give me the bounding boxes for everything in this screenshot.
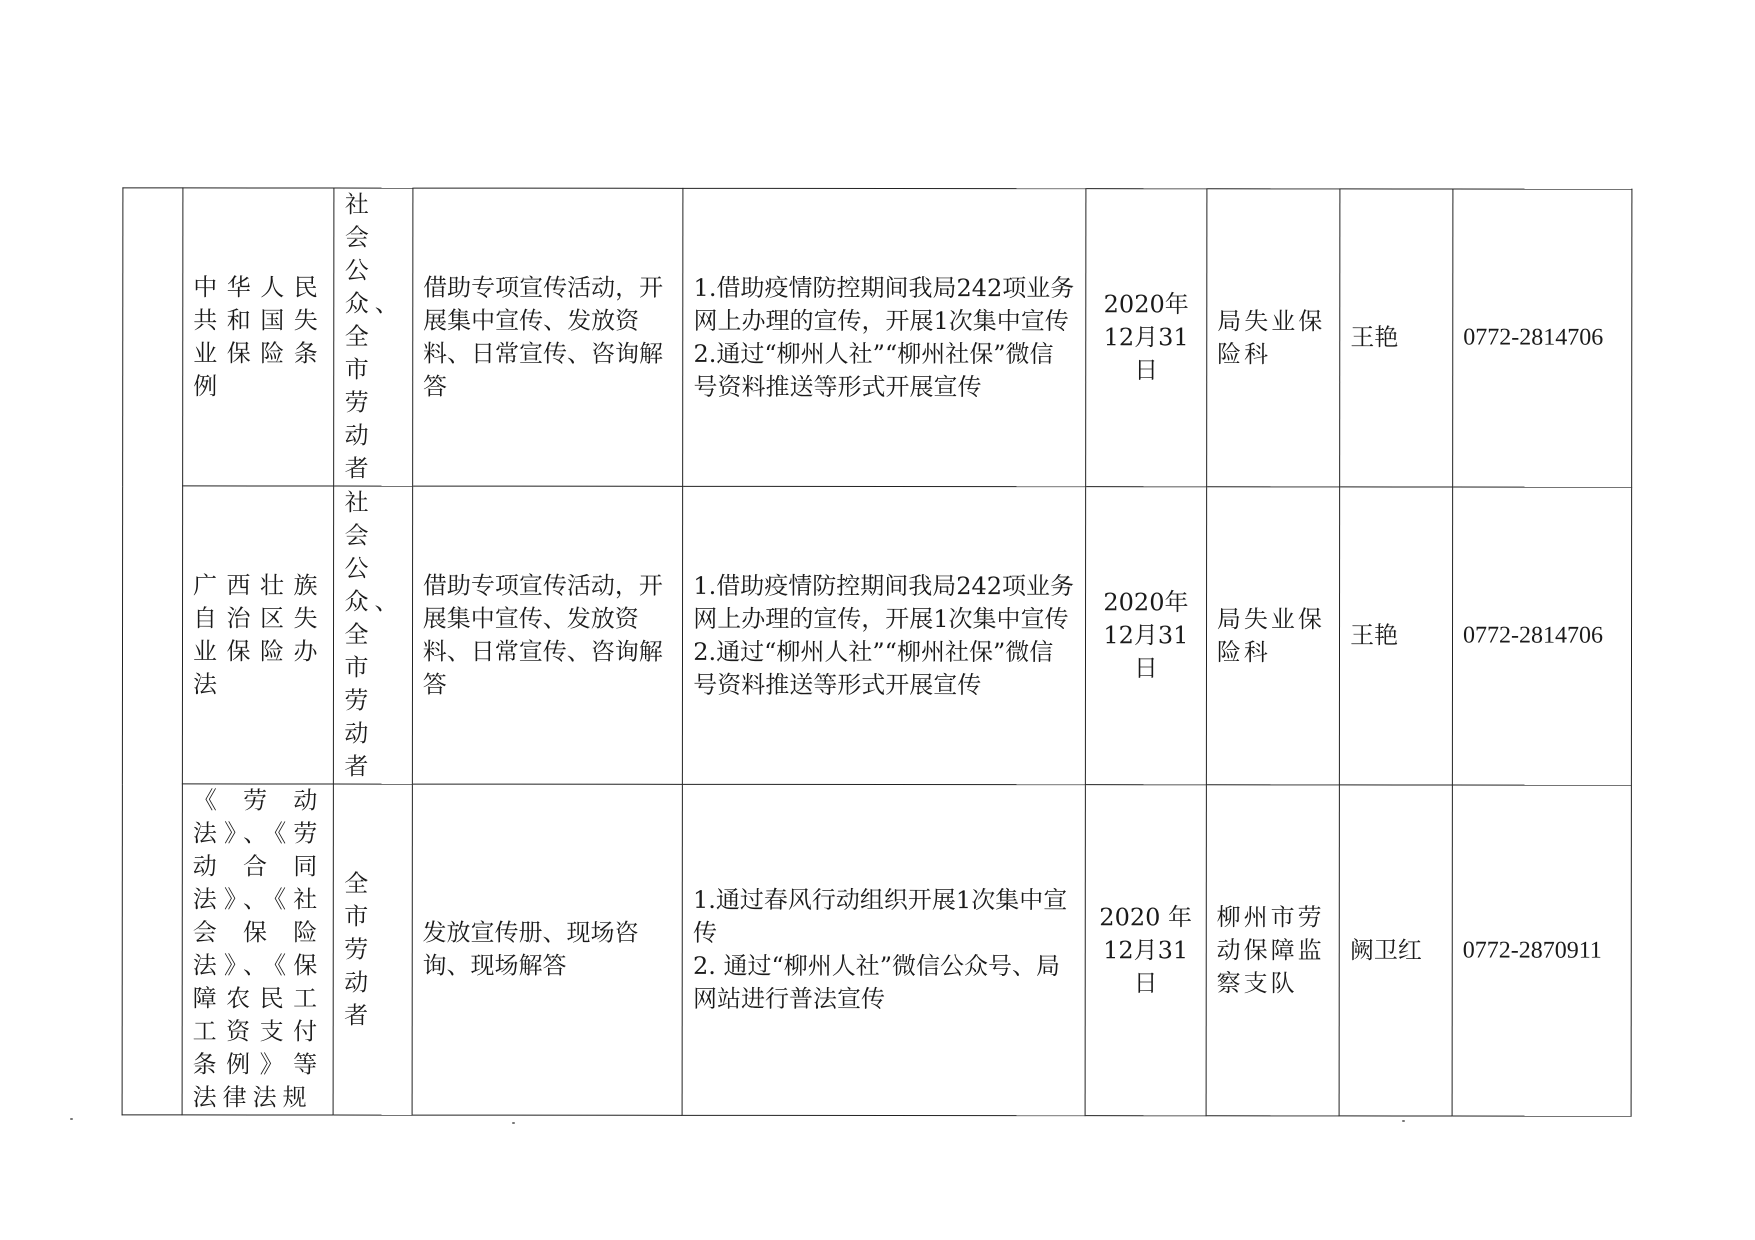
law-name-cell: 广西壮族自治区失业保险办法 [182, 486, 334, 784]
contact-person-cell: 王艳 [1340, 189, 1453, 487]
audience-cell: 全市劳动者 [334, 784, 413, 1115]
measures-cell: 1.借助疫情防控期间我局242项业务网上办理的宣传，开展1次集中宣传 2.通过“柳州人社”“柳州社保”微信号资料推送等形式开展宣传 [683, 486, 1086, 784]
phone-cell: 0772-2814706 [1452, 487, 1631, 785]
measures-cell: 1.通过春风行动组织开展1次集中宣传 2. 通过“柳州人社”微信公众号、局网站进行普法宣传 [682, 784, 1085, 1115]
method-cell: 借助专项宣传活动，开展集中宣传、发放资料、日常宣传、咨询解答 [412, 188, 683, 486]
department-cell: 局失业保险科 [1206, 487, 1339, 785]
audience-cell: 社会公众、全市劳动者 [334, 486, 413, 784]
department-cell: 局失业保险科 [1207, 189, 1340, 487]
table-row [123, 188, 1632, 487]
deadline-cell: 2020 年 12月31 日 [1085, 785, 1206, 1116]
law-publicity-table [122, 187, 1633, 1116]
table-row [122, 784, 1631, 1116]
phone-cell: 0772-2870911 [1452, 785, 1631, 1116]
audience-cell: 社会公众、全市劳动者 [334, 188, 413, 486]
contact-person-cell: 王艳 [1339, 487, 1452, 785]
merged-category-cell [122, 188, 183, 1115]
deadline-cell: 2020年 12月31 日 [1086, 189, 1207, 487]
scan-speck [70, 1118, 73, 1120]
law-name-cell: 中华人民共和国失业保险条例 [183, 188, 335, 486]
table-row [122, 486, 1631, 785]
department-cell: 柳州市劳动保障监察支队 [1206, 785, 1339, 1116]
law-name-cell: 《劳动法》、《劳动合同法》、《社会保险法》、《保障农民工工资支付条例》等法律法规 [182, 784, 334, 1115]
measures-cell: 1.借助疫情防控期间我局242项业务网上办理的宣传，开展1次集中宣传 2.通过“柳州人社”“柳州社保”微信号资料推送等形式开展宣传 [683, 188, 1086, 486]
method-cell: 借助专项宣传活动，开展集中宣传、发放资料、日常宣传、咨询解答 [412, 486, 683, 784]
contact-person-cell: 阙卫红 [1339, 785, 1452, 1116]
phone-cell: 0772-2814706 [1453, 189, 1632, 487]
scan-speck [512, 1122, 515, 1124]
method-cell: 发放宣传册、现场咨询、现场解答 [412, 784, 683, 1115]
scan-speck [1402, 1120, 1405, 1122]
deadline-cell: 2020年 12月31 日 [1085, 487, 1206, 785]
